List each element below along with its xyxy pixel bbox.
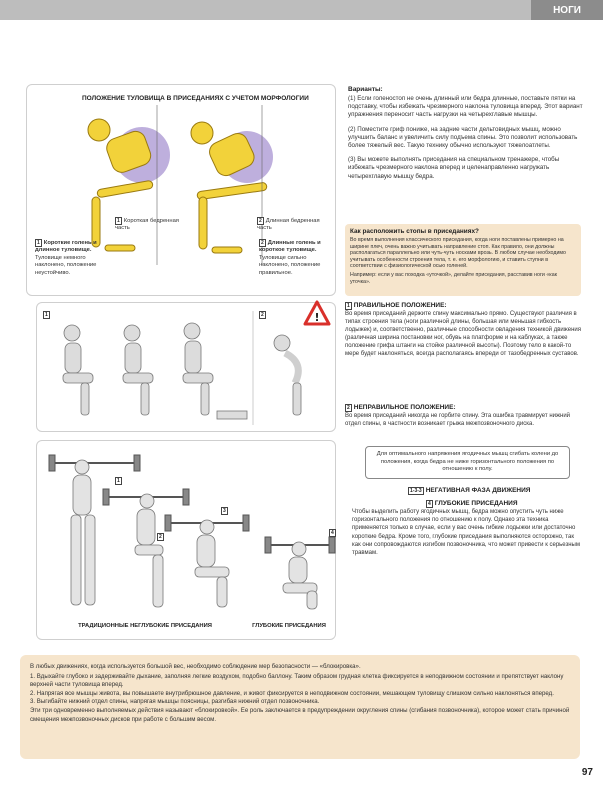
feet-tip-box (345, 224, 581, 296)
safety-line-3: 3. Выгибайте нижний отдел спины, напрягая мышцы поясницы, разгибая нижний отдел позвоночника. (30, 698, 320, 706)
squat-illustration (37, 441, 337, 641)
correct-num: 1 (347, 303, 350, 309)
incorrect-title: НЕПРАВИЛЬНОЕ ПОЛОЖЕНИЕ: (353, 404, 456, 411)
feet-title: Как расположить стопы в приседаниях? (350, 228, 479, 235)
morphology-panel (26, 84, 336, 296)
feet-note: Например: если у вас походка «уточкой», делайте приседания, расставив ноги «как уточка». (350, 271, 557, 285)
safety-line-2: 2. Напрягая все мышцы живота, вы повышаете внутрибрюшное давление, и живот фиксируется в неподвижном состоянии, мешающем туловищу слишком сильно наклоняться вперед. (30, 689, 554, 697)
squat-num-4: 4 (331, 530, 334, 536)
deep-text: Чтобы выделить работу ягодичных мышц, бедра можно опустить чуть ниже горизонтального положения по отношению к полу. Однако эта техника применяется только в случае, если у вас очень гибкие лодыжки или достаточно короткие бедра. Кроме того, глубокие приседания выполняются осторожно, так как они сопровождаются изгибом позвоночника, что может привести к серьезным травмам. (352, 509, 580, 557)
form-panel (36, 302, 336, 432)
correct-title: ПРАВИЛЬНОЕ ПОЛОЖЕНИЕ: (353, 302, 447, 309)
section-tab: НОГИ (531, 0, 603, 20)
label-long-femur: 2 Длинная бедренная часть (257, 218, 320, 232)
form-num-1: 1 (45, 312, 48, 318)
caption-left: 1 Короткие голень и длинное туловище. Туловище немного наклонено, положение неустойчиво. (35, 240, 97, 276)
label-short-femur: 1 Короткая бедренная часть (115, 218, 179, 232)
variant-1: (1) Если голеностоп не очень длинный или бедра длинные, поставьте пятки на подставку, чтобы избежать чрезмерного наклона туловища вперед. Этот вариант упражнения переносит часть нагрузки на четырехглавые мышцы. (348, 95, 583, 119)
top-bar (0, 0, 603, 20)
morph-title: ПОЛОЖЕНИЕ ТУЛОВИЩА В ПРИСЕДАНИЯХ С УЧЕТОМ МОРФОЛОГИИ (82, 95, 309, 102)
caption-traditional: ТРАДИЦИОННЫЕ НЕГЛУБОКИЕ ПРИСЕДАНИЯ (78, 623, 212, 629)
safety-line-0: В любых движениях, когда используется большой вес, необходимо соблюдение мер безопасности — «блокировка». (30, 663, 361, 670)
page-number: 97 (581, 767, 593, 778)
feet-text: Во время выполнения классического приседания, когда ноги поставлены примерно на ширине плеч, очень важно учитывать направление стоп. Как правило, они должны располагаться параллельно или чуть-чуть носками врозь. В любом случае необходимо учитывать особенности строения тела, т. е. его морфологию, и ставить ступни в соответствии с физиологической осью голеней. (350, 237, 566, 270)
squat-num-3: 3 (223, 508, 226, 514)
correct-text: Во время приседаний держите спину максимально прямо. Существуют различия в типах строения тела (ноги различной длины, большая или меньшая гибкость лодыжек) и, соответственно, различные способности овладения техникой движения (различная ширина постановки ног, обувь на платформе и на каблуках, а также положение грифа штанги на стойке различной высоты). Поэтому тело в какой-то мере будет наклоняться, всегда располагаясь впереди от тазобедренных суставов. (345, 311, 582, 357)
safety-line-1: 1. Вдыхайте глубоко и задерживайте дыхание, заполняя легкие воздухом, подобно баллону. Таким образом грудная клетка фиксируется в неподвижном состоянии и препятствует наклону верхней части туловища вперед. (30, 672, 564, 689)
variants-section (348, 86, 583, 187)
negative-num: 1-3-3 (410, 488, 422, 494)
deep-title: ГЛУБОКИЕ ПРИСЕДАНИЯ (434, 500, 518, 507)
safety-box (20, 655, 580, 759)
squat-num-2: 2 (159, 534, 162, 540)
correct-section (345, 302, 583, 358)
caption-deep: ГЛУБОКИЕ ПРИСЕДАНИЯ (252, 623, 326, 629)
caption-right: 2 Длинные голень и короткое туловище. Туловище сильно наклонено, положение правильное. (259, 240, 321, 276)
warning-icon (303, 300, 331, 326)
safety-line-4: Эти три одновременно выполняемых действия называют «блокировкой». Ее роль заключается в предупреждении округления спины (сгибания позвоночника), которое может стать причиной смещения межпозвоночных дисков при работе с большим весом. (30, 706, 570, 723)
deep-num: 4 (428, 501, 431, 507)
negative-title: НЕГАТИВНАЯ ФАЗА ДВИЖЕНИЯ (425, 487, 531, 494)
squat-num-1: 1 (117, 478, 120, 484)
svg-text:!: ! (314, 311, 320, 324)
form-illustration (37, 303, 337, 433)
incorrect-text: Во время приседаний никогда не горбите спину. Эта ошибка травмирует нижний отдел спины, в частности возникает грыжа межпозвоночного диска. (345, 413, 571, 427)
variants-title: Варианты: (348, 86, 383, 93)
incorrect-section (345, 404, 583, 428)
variant-2: (2) Поместите гриф пониже, на задние части дельтовидных мышц, можно улучшить баланс и увеличить силу подъема спины. Это позволит использовать более тяжелый вес. Такую технику обычно используют тяжелоатлеты. (348, 125, 578, 150)
squat-panel (36, 440, 336, 640)
incorrect-num: 2 (347, 405, 350, 411)
form-num-2: 2 (261, 312, 264, 318)
variant-3: (3) Вы можете выполнять приседания на специальном тренажере, чтобы избежать чрезмерного наклона вперед и целенаправленно нагружать четырехглавую мышцу бедра. (348, 156, 560, 180)
glute-callout: Для оптимального напряжения ягодичных мышц сгибать колени до положения, когда бедра не ниже горизонтального положения по отношению к полу. (365, 446, 570, 479)
